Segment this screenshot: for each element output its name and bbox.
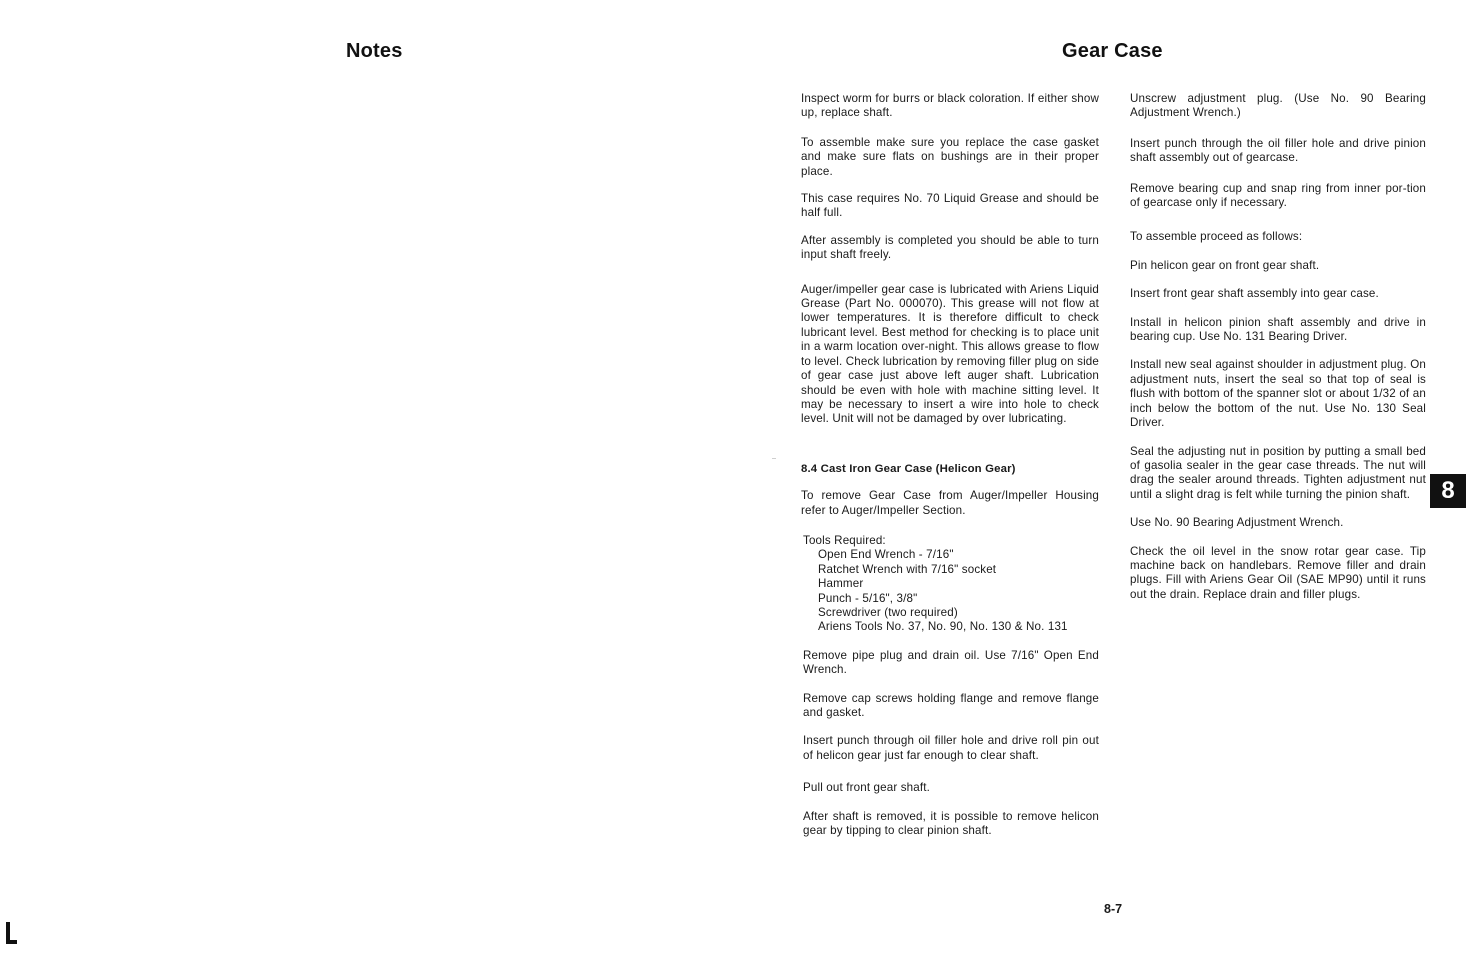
binding-mark-foot (6, 940, 17, 944)
paragraph: After assembly is completed you should be able to turn input shaft freely. (801, 233, 1099, 262)
tools-required (801, 534, 1099, 635)
paragraph: Remove bearing cup and snap ring from inner por-tion of gearcase only if necessary. (1130, 181, 1426, 210)
paragraph: Pull out front gear shaft. (803, 781, 930, 795)
tool-item: Open End Wrench - 7/16" (818, 548, 954, 562)
paragraph: Insert punch through the oil filler hole and drive pinion shaft assembly out of gearcase. (1130, 136, 1426, 165)
paragraph: Seal the adjusting nut in position by putting a small bed of gasolia sealer in the gear case threads. The nut will drag the sealer around threads. Tighten adjustment nut until a slight drag is felt while turning the pinion shaft. (1130, 444, 1426, 501)
paragraph: This case requires No. 70 Liquid Grease and should be half full. (801, 192, 1099, 220)
paragraph: Remove cap screws holding flange and remove flange and gasket. (803, 691, 1099, 719)
tools-heading: Tools Required: (803, 533, 886, 547)
left-text-column (801, 92, 1099, 838)
chapter-tab (1430, 474, 1466, 508)
paragraph: Insert front gear shaft assembly into gear case. (1130, 287, 1379, 301)
paragraph: Install new seal against shoulder in adjustment plug. On adjustment nuts, insert the seal so that top of seal is flush with bottom of the spanner slot or about 1/32 of an inch below the bottom of the nut. Use No. 130 Seal Driver. (1130, 358, 1426, 430)
paragraph: Inspect worm for burrs or black coloration. If either show up, replace shaft. (801, 92, 1099, 120)
tool-item: Hammer (818, 577, 864, 591)
right-text-column (1130, 92, 1426, 602)
chapter-tab-label: 8 (1441, 477, 1455, 504)
paragraph: Check the oil level in the snow rotar gear case. Tip machine back on handlebars. Remove filler and drain plugs. Fill with Ariens Gear Oil (SAE MP90) until it runs out the drain. Replace drain and filler plugs. (1130, 544, 1426, 601)
paragraph: To assemble make sure you replace the case gasket and make sure flats on bushings are in their proper place. (801, 135, 1099, 178)
paragraph: To assemble proceed as follows: (1130, 230, 1303, 244)
paragraph: Use No. 90 Bearing Adjustment Wrench. (1130, 516, 1344, 530)
tool-item: Ariens Tools No. 37, No. 90, No. 130 & No. 131 (818, 620, 1068, 634)
tool-item: Punch - 5/16", 3/8" (818, 591, 918, 605)
paragraph: Remove pipe plug and drain oil. Use 7/16" Open End Wrench. (803, 648, 1099, 677)
divider (772, 458, 776, 459)
tool-item: Screwdriver (two required) (818, 605, 958, 619)
paragraph: To remove Gear Case from Auger/Impeller Housing refer to Auger/Impeller Section. (801, 489, 1099, 517)
section-title: Gear Case (1062, 40, 1163, 62)
tools-list (803, 548, 1099, 634)
notes-page-title: Notes (346, 40, 403, 62)
tool-item: Ratchet Wrench with 7/16" socket (818, 562, 997, 576)
paragraph: Insert punch through oil filler hole and drive roll pin out of helicon gear just far enough to clear shaft. (803, 734, 1099, 762)
paragraph: Install in helicon pinion shaft assembly and drive in bearing cup. Use No. 131 Bearing Driver. (1130, 315, 1426, 344)
paragraph: Unscrew adjustment plug. (Use No. 90 Bearing Adjustment Wrench.) (1130, 92, 1426, 120)
subsection-heading: 8.4 Cast Iron Gear Case (Helicon Gear) (801, 462, 1016, 475)
paragraph: After shaft is removed, it is possible to remove helicon gear by tipping to clear pinion shaft. (803, 809, 1099, 838)
paragraph: Auger/impeller gear case is lubricated with Ariens Liquid Grease (Part No. 000070). This grease will not flow at lower temperatures. It is therefore difficult to check lubricant level. Best method for checking is to place unit in a warm location over-night. This allows grease to flow to level. Check lubrication by removing filler plug on side of gear case just above left auger shaft. Lubrication should be even with hole with machine sitting level. It may be necessary to insert a wire into hole to check level. Unit will not be damaged by over lubricating. (801, 282, 1099, 426)
page-number: 8-7 (1104, 902, 1123, 916)
paragraph: Pin helicon gear on front gear shaft. (1130, 258, 1320, 272)
